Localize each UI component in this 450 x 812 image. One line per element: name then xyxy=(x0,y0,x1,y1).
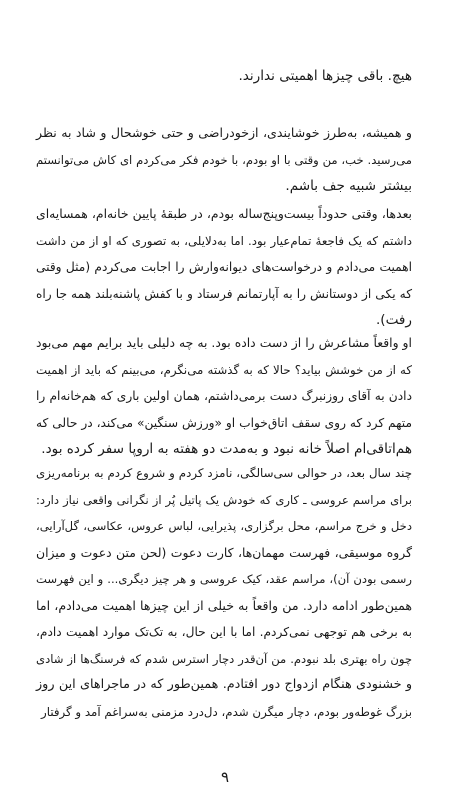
text-line: می‌رسید. خب، من وقتی با او بودم، با خودم فکر می‌کردم ای کاش می‌توانستم xyxy=(36,152,412,167)
text-line: دخل و خرج مراسم، محل برگزاری، پذیرایی، لباس عروس، عکاسی، گل‌آرایی، xyxy=(36,519,412,533)
text-line: هم‌اتاقی‌ام اصلاً خانه نبود و به‌مدت دو هفته به اروپا سفر کرده بود. xyxy=(41,441,412,457)
text-line: و همیشه، به‌طرز خوشایندی، ازخودراضی و حتی خوشحال و شاد به نظر xyxy=(36,125,412,140)
text-line: او واقعاً مشاعرش را از دست داده بود. به چه دلیلی باید برایم مهم می‌بود xyxy=(36,335,412,350)
text-line: دادن به آقای روزنبرگ دست برمی‌داشتم، همان اولین باری که هم‌خانه‌ام را xyxy=(36,389,412,403)
page-number: ۹ xyxy=(220,768,230,786)
text-line: متهم کرد که روی سقف اتاق‌خواب او «ورزش سنگین» می‌کند، در حالی که xyxy=(36,415,412,430)
text-line: برای مراسم عروسی ـ کاری که خودش یک پاتیل پُر از نگرانی واقعی نیاز دارد: xyxy=(36,492,412,507)
text-line: به برخی هم توجهی نمی‌کردم. اما با این حال، به تک‌تک موارد اهمیت دادم، xyxy=(36,625,412,639)
text-line: و خشنودی هنگام ازدواج دور افتادم. همین‌طور که در ماجراهای این روز xyxy=(36,677,412,692)
text-line: همین‌طور ادامه دارد. من واقعاً به خیلی از این چیزها اهمیت می‌دادم، اما xyxy=(36,597,412,613)
text-line: بزرگ غوطه‌ور بودم، دچار میگرن شدم، دل‌درد مزمنی به‌سراغم آمد و گرفتار xyxy=(41,704,412,719)
paragraph-1 xyxy=(36,120,412,200)
paragraph-4 xyxy=(36,460,412,725)
text-line: اهمیت می‌دادم و درخواست‌های دیوانه‌وارش را اجابت می‌کردم (مثل وقتی xyxy=(36,260,412,274)
paragraph-3 xyxy=(36,330,412,463)
text-line: بیشتر شبیه جف باشم. xyxy=(285,178,412,194)
text-line: رفت). xyxy=(375,312,412,328)
paragraph-2 xyxy=(36,201,412,334)
text-line: بعدها، وقتی حدوداً بیست‌وپنج‌ساله بودم، در طبقهٔ پایین خانه‌ام، همسایه‌ای xyxy=(36,206,412,221)
text-line: چند سال بعد، در حوالی سی‌سالگی، نامزد کردم و شروع کردم به برنامه‌ریزی xyxy=(36,466,412,480)
text-line: که از من خوشش بیاید؟ حالا که به گذشته می‌نگرم، می‌بینم که باید از اهمیت xyxy=(36,362,412,377)
text-line: رسمی بودن آن)، مراسم عقد، کیک عروسی و هر چیز دیگری... و این فهرست xyxy=(36,572,412,586)
text-line: داشتم که یک فاجعهٔ تمام‌عیار بود. اما به‌دلایلی، به تصوری که او از من داشت xyxy=(36,233,412,248)
text-line: گروه موسیقی، فهرست مهمان‌ها، کارت دعوت (لحن متن دعوت و میزان xyxy=(36,544,412,560)
text-line: که یکی از دوستانش را به آپارتمانم فرستاد و با کفش پاشنه‌بلند همه جا راه xyxy=(36,286,412,301)
paragraph-0 xyxy=(36,63,412,90)
text-line: هیچ. باقی چیزها اهمیتی ندارند. xyxy=(238,68,412,84)
text-line: چون راه بهتری بلد نبودم. من آن‌قدر دچار استرس شدم که فرسنگ‌ها از شادی xyxy=(36,651,412,666)
